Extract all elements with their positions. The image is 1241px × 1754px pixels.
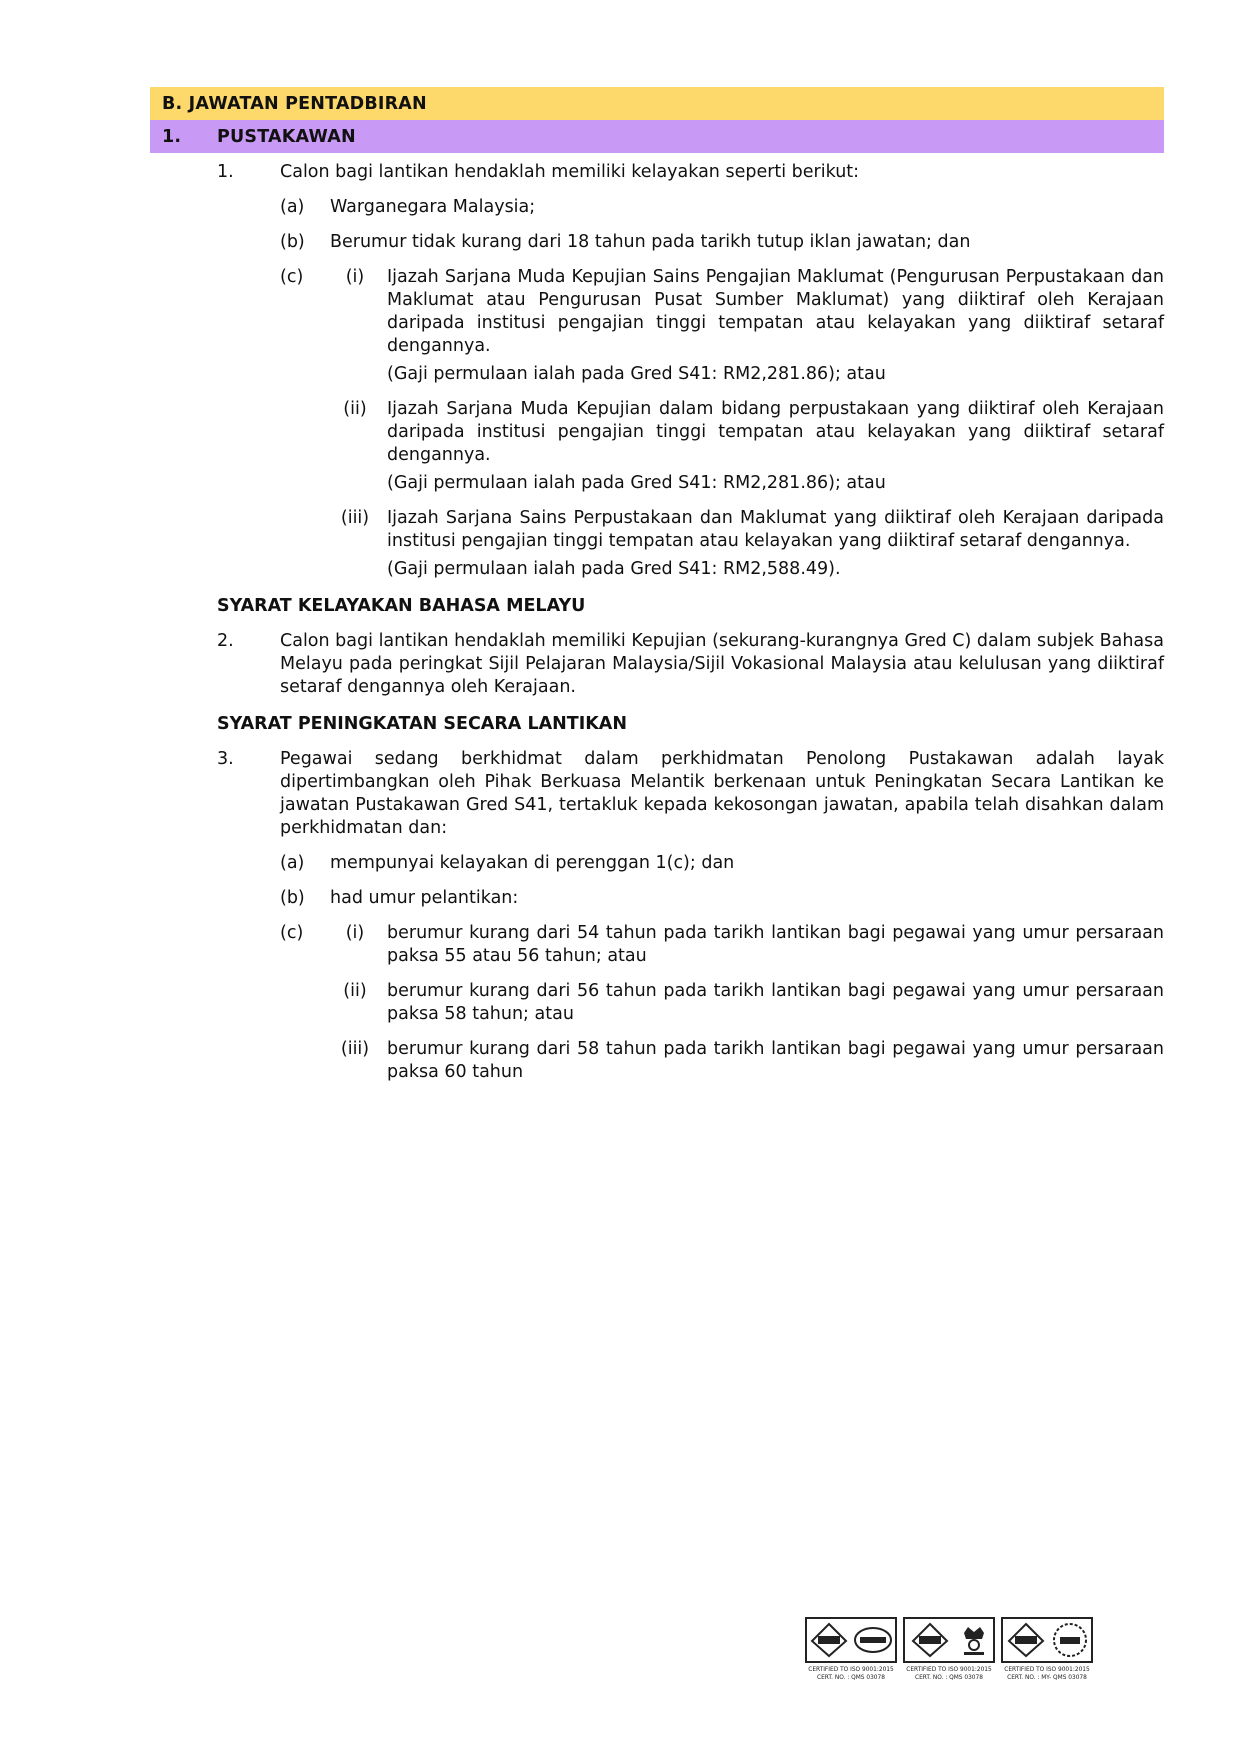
para1	[150, 161, 1164, 184]
standards-icon	[853, 1625, 893, 1655]
para3-item-c-ii	[150, 980, 1164, 1026]
para1-item-a	[150, 196, 1164, 219]
subsection-number: 1.	[162, 126, 182, 147]
item-label: (c)	[280, 923, 304, 943]
certification-caption: CERTIFIED TO ISO 9001:2015 CERT. NO. : MY- QMS 03078	[1004, 1665, 1090, 1681]
para3-item-a	[150, 852, 1164, 875]
quality-system-icon	[810, 1622, 848, 1658]
para3-item-b	[150, 887, 1164, 910]
subitem-label: (iii)	[340, 1039, 370, 1059]
certification-badge	[903, 1617, 995, 1663]
para3-number: 3.	[217, 749, 234, 769]
para1-text: Calon bagi lantikan hendaklah memiliki kelayakan seperti berikut:	[280, 162, 860, 182]
item-text: Berumur tidak kurang dari 18 tahun pada tarikh tutup iklan jawatan; dan	[330, 232, 971, 252]
subitem-label: (iii)	[340, 508, 370, 528]
subitem-text: berumur kurang dari 58 tahun pada tarikh lantikan bagi pegawai yang umur persaraan paksa 60 tahun	[387, 1039, 1164, 1082]
subitem-label: (ii)	[343, 399, 367, 419]
item-label: (c)	[280, 267, 304, 287]
subitem-text: Ijazah Sarjana Sains Perpustakaan dan Maklumat yang diiktiraf oleh Kerajaan daripada institusi pengajian tinggi tempatan atau kelayakan yang diiktiraf setaraf dengannya.	[387, 508, 1164, 551]
salary-note: (Gaji permulaan ialah pada Gred S41: RM2,281.86); atau	[387, 473, 886, 493]
subitem-text: berumur kurang dari 54 tahun pada tarikh lantikan bagi pegawai yang umur persaraan paksa 55 atau 56 tahun; atau	[387, 923, 1164, 966]
para2-text: Calon bagi lantikan hendaklah memiliki Kepujian (sekurang-kurangnya Gred C) dalam subjek Bahasa Melayu pada peringkat Sijil Pelajaran Malaysia/Sijil Vokasional Malaysia atau kelulusan yang diiktiraf setaraf dengannya oleh Kerajaan.	[280, 631, 1164, 697]
subitem-text: Ijazah Sarjana Muda Kepujian Sains Pengajian Maklumat (Pengurusan Perpustakaan dan Maklumat atau Pengurusan Pusat Sumber Maklumat) yang diiktiraf oleh Kerajaan daripada institusi pengajian tinggi tempatan atau kelayakan yang diiktiraf setaraf dengannya.	[387, 267, 1164, 356]
item-label: (b)	[280, 232, 305, 252]
certification-logos	[805, 1617, 1093, 1681]
subitem-text: Ijazah Sarjana Muda Kepujian dalam bidang perpustakaan yang diiktiraf oleh Kerajaan daripada institusi pengajian tinggi tempatan atau kelayakan yang diiktiraf setaraf dengannya.	[387, 399, 1164, 465]
subitem-label: (ii)	[343, 981, 367, 1001]
subitem-text: berumur kurang dari 56 tahun pada tarikh lantikan bagi pegawai yang umur persaraan paksa 58 tahun; atau	[387, 981, 1164, 1024]
item-text: mempunyai kelayakan di perenggan 1(c); dan	[330, 853, 735, 873]
para3-text: Pegawai sedang berkhidmat dalam perkhidmatan Penolong Pustakawan adalah layak dipertimbangkan oleh Pihak Berkuasa Melantik berkenaan untuk Peningkatan Secara Lantikan ke jawatan Pustakawan Gred S41, tertakluk kepada kekosongan jawatan, apabila telah disahkan dalam perkhidmatan dan:	[280, 749, 1164, 838]
ukas-crown-icon	[960, 1623, 988, 1657]
item-text: had umur pelantikan:	[330, 888, 519, 908]
subitem-label: (i)	[345, 267, 365, 287]
subitem-label: (i)	[345, 923, 365, 943]
certification-badge	[805, 1617, 897, 1663]
quality-system-icon	[1007, 1622, 1045, 1658]
para3	[150, 748, 1164, 840]
item-label: (b)	[280, 888, 305, 908]
certification-caption: CERTIFIED TO ISO 9001:2015 CERT. NO. : QMS 03078	[808, 1665, 894, 1681]
para2-number: 2.	[217, 631, 234, 651]
item-label: (a)	[280, 853, 305, 873]
para1-item-c-iii	[150, 507, 1164, 581]
certification-badge	[1001, 1617, 1093, 1663]
subsection-header	[150, 120, 1164, 153]
para1-number: 1.	[217, 162, 234, 182]
section-header-text: B. JAWATAN PENTADBIRAN	[162, 93, 427, 114]
salary-note: (Gaji permulaan ialah pada Gred S41: RM2,588.49).	[387, 559, 841, 579]
item-label: (a)	[280, 197, 305, 217]
heading-peningkatan: SYARAT PENINGKATAN SECARA LANTIKAN	[217, 714, 627, 734]
item-text: Warganegara Malaysia;	[330, 197, 536, 217]
section-header	[150, 87, 1164, 120]
certification-caption: CERTIFIED TO ISO 9001:2015 CERT. NO. : QMS 03078	[906, 1665, 992, 1681]
heading-bahasa: SYARAT KELAYAKAN BAHASA MELAYU	[217, 596, 586, 616]
para1-item-c-i	[150, 266, 1164, 386]
subsection-title: PUSTAKAWAN	[217, 126, 356, 147]
document-page	[150, 87, 1164, 1084]
para3-item-c-iii	[150, 1038, 1164, 1084]
para3-item-c-i	[150, 922, 1164, 968]
salary-note: (Gaji permulaan ialah pada Gred S41: RM2,281.86); atau	[387, 364, 886, 384]
quality-system-icon	[911, 1622, 949, 1658]
para2	[150, 630, 1164, 699]
para1-item-c-ii	[150, 398, 1164, 495]
para1-item-b	[150, 231, 1164, 254]
iqnet-icon	[1052, 1622, 1088, 1658]
